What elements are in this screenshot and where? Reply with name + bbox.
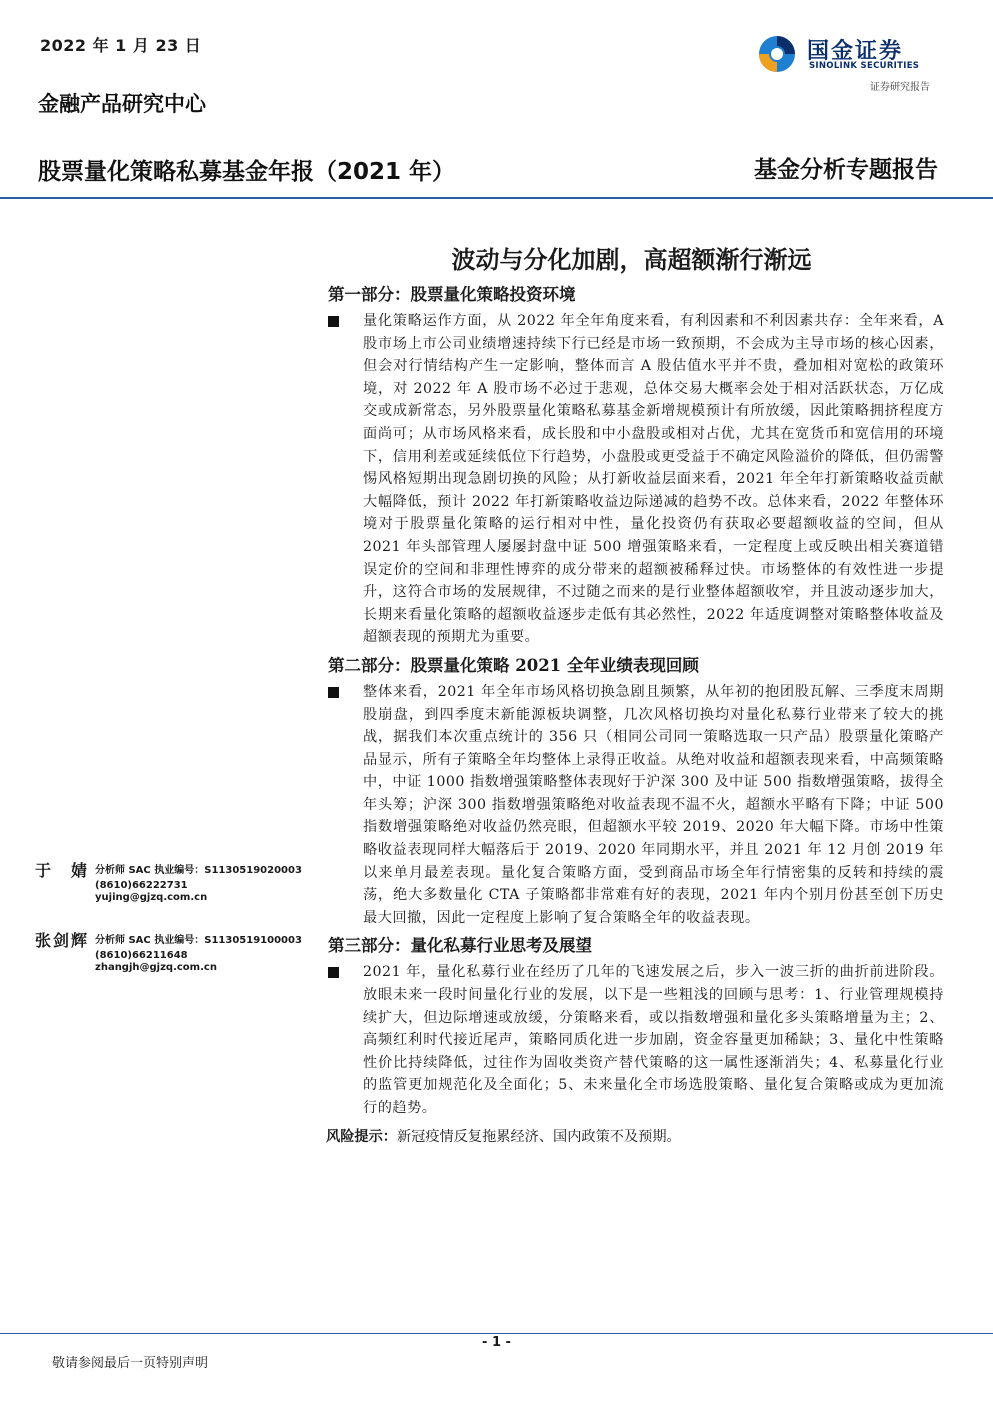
analyst-phone: (8610)66222731	[95, 880, 188, 891]
analyst-name: 于 婧	[35, 861, 90, 880]
logo-text-cn: 国金证券	[807, 39, 904, 64]
footer-divider	[0, 1333, 993, 1334]
section-heading: 第三部分：量化私募行业思考及展望	[328, 936, 592, 956]
square-bullet-icon	[328, 967, 339, 978]
header-divider	[0, 197, 993, 199]
section-paragraph: 整体来看，2021 年全年市场风格切换急剧且频繁，从年初的抱团股瓦解、三季度末周期股崩盘，到四季度末新能源板块调整，几次风格切换均对量化私募行业带来了较大的挑战，据我们本次重点统计的 356 只（相同公司同一策略选取一只产品）股票量化策略产品显示，所有子策略全年均整体上录得正收益。从绝对收益和超额表现来看，中高频策略中，中证 1000 指数增强策略整体表现好于沪深 300 及中证 500 指数增强策略，拔得全年头筹；沪深 300 指数增强策略绝对收益表现不温不火，超额水平略有下降；中证 500 指数增强策略绝对收益仍然亮眼，但超额水平较 2019、2020 年大幅下降。市场中性策略收益表现同样大幅落后于 2019、2020 年同期水平，并且 2021 年 12 月创 2019 年以来单月最差表现。量化复合策略方面，受到商品市场全年行情密集的反转和持续的震荡，绝大多数量化 CTA 子策略都非常难有好的表现，2021 年内个别月份甚至创下历史最大回撤，因此一定程度上影响了复合策略全年的收益表现。	[363, 683, 944, 926]
section-2	[326, 655, 944, 930]
section-paragraph: 2021 年，量化私募行业在经历了几年的飞速发展之后，步入一波三折的曲折前进阶段。放眼未来一段时间量化行业的发展，以下是一些粗浅的回顾与思考：1、行业管理规模持续扩大，但边际增速或放缓，分策略来看，或以指数增强和量化多头策略增量为主；2、高频红利时代接近尾声，策略同质化进一步加剧，资金容量更加稀缺；3、量化中性策略性价比持续降低，过往作为固收类资产替代策略的这一属性逐渐消失；4、私募量化行业的监管更加规范化及全面化；5、未来量化全市场选股策略、量化复合策略或成为更加流行的趋势。	[363, 964, 944, 1116]
company-logo	[757, 30, 947, 80]
bullet-item	[326, 961, 944, 1119]
report-title: 股票量化策略私募基金年报（2021 年）	[38, 159, 456, 185]
analyst-email[interactable]: yujing@gjzq.com.cn	[95, 892, 208, 903]
headline: 波动与分化加剧，高超额渐行渐远	[451, 245, 812, 274]
report-type: 基金分析专题报告	[754, 156, 938, 183]
section-heading: 第二部分：股票量化策略 2021 全年业绩表现回顾	[328, 655, 699, 675]
section-3	[326, 935, 944, 1119]
logo-text-en: SINOLINK SECURITIES	[809, 61, 920, 71]
section-paragraph: 量化策略运作方面，从 2022 年全年角度来看，有利因素和不利因素共存：全年来看，A 股市场上市公司业绩增速持续下行已经是市场一致预期，不会成为主导市场的核心因素，但会对行情结构产生一定影响，整体而言 A 股估值水平并不贵，叠加相对宽松的政策环境，对 2022 年 A 股市场不必过于悲观，总体交易大概率会处于相对活跃状态，万亿成交或成新常态，另外股票量化策略私募基金新增规模预计有所放缓，因此策略拥挤程度方面尚可；从市场风格来看，成长股和中小盘股或相对占优，尤其在宽货币和宽信用的环境下，信用利差或延续低位下行趋势，小盘股或更受益于不确定风险溢价的降低，但仍需警惕风格短期出现急剧切换的风险；从打新收益层面来看，2021 年全年打新策略收益贡献大幅降低，预计 2022 年打新策略收益边际递减的趋势不改。总体来看，2022 年整体环境对于股票量化策略的运行相对中性，量化投资仍有获取必要超额收益的空间，但从 2021 年头部管理人屡屡封盘中证 500 增强策略来看，一定程度上或反映出相关赛道错误定价的空间和非理性博弈的成分带来的超额被稀释过快。市场整体的有效性进一步提升，这符合市场的发展规律，不过随之而来的是行业整体超额收窄，并且波动逐步加大，长期来看量化策略的超额收益逐步走低有其必然性，2022 年适度调整对策略整体收益及超额表现的预期尤为重要。	[363, 313, 944, 646]
main-content	[326, 284, 944, 1148]
bullet-item	[326, 310, 944, 649]
analyst-name: 张剑辉	[35, 931, 90, 950]
report-category: 证券研究报告	[870, 82, 930, 93]
report-date: 2022 年 1 月 23 日	[40, 36, 202, 55]
bullet-item	[326, 681, 944, 930]
square-bullet-icon	[328, 316, 339, 327]
analyst-email[interactable]: zhangjh@gjzq.com.cn	[95, 962, 217, 973]
section-1	[326, 284, 944, 649]
page-number: - 1 -	[482, 1335, 511, 1350]
risk-text: 新冠疫情反复拖累经济、国内政策不及预期。	[396, 1128, 681, 1145]
analyst-cert: 分析师 SAC 执业编号：S1130519100003	[95, 935, 302, 946]
footer-disclaimer: 敬请参阅最后一页特别声明	[52, 1356, 209, 1371]
risk-warning	[326, 1126, 944, 1148]
risk-label: 风险提示：	[326, 1128, 397, 1145]
department-name: 金融产品研究中心	[38, 91, 206, 116]
section-heading: 第一部分：股票量化策略投资环境	[328, 285, 576, 304]
analyst-cert: 分析师 SAC 执业编号：S1130519020003	[95, 865, 302, 876]
analyst-phone: (8610)66211648	[95, 950, 188, 961]
square-bullet-icon	[328, 687, 339, 698]
logo-mark-icon	[757, 34, 797, 74]
